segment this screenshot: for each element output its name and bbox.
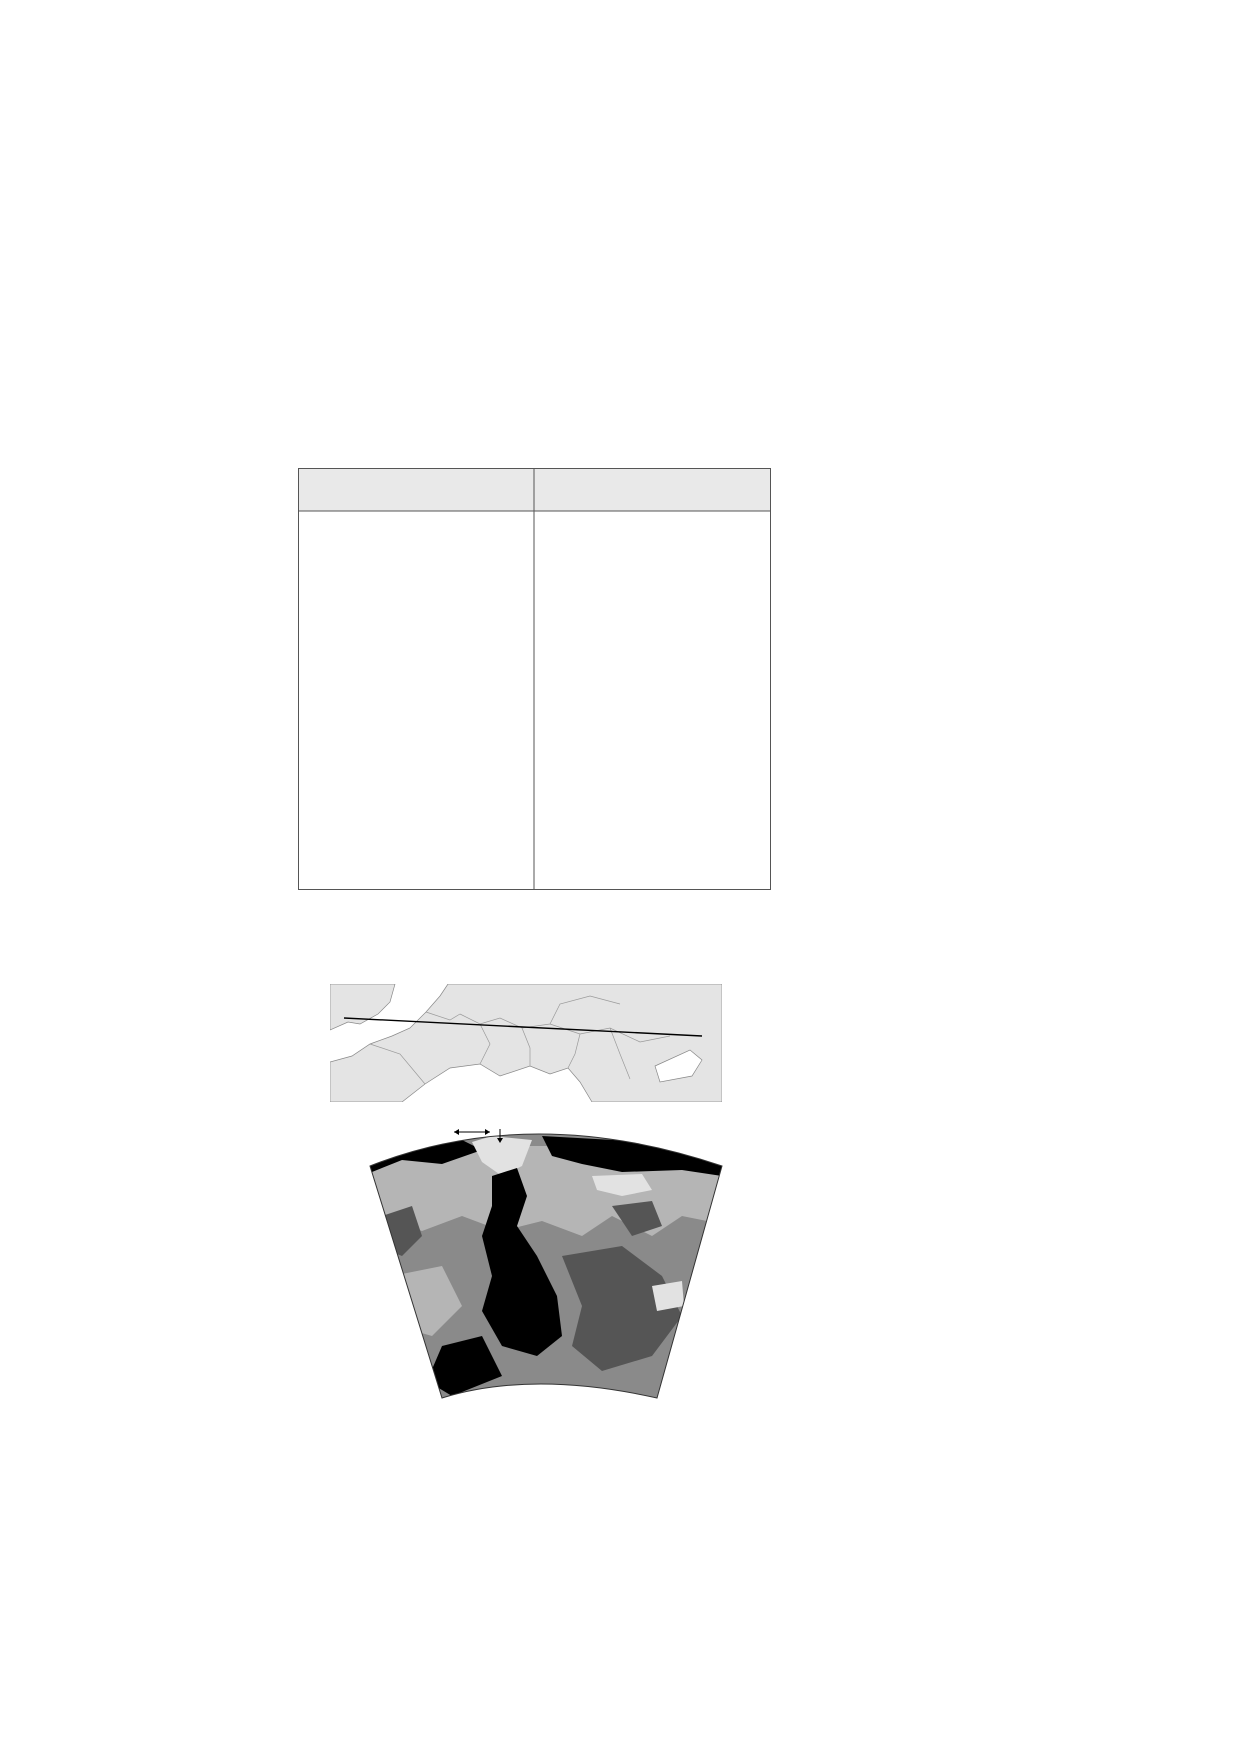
tomography-section: [322, 1106, 732, 1486]
doc1b-charts: [298, 468, 772, 890]
europe-map: [330, 984, 722, 1102]
